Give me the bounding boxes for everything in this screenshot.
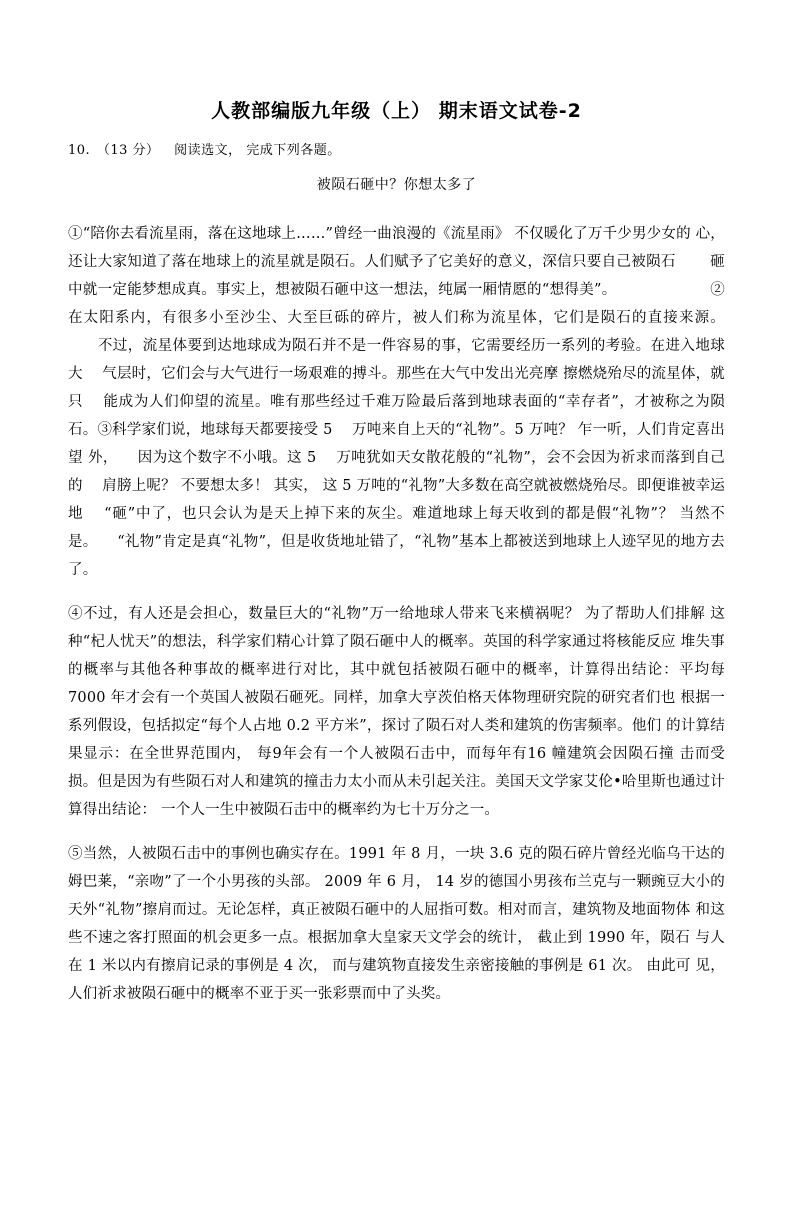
paragraph: ①“陪你去看流星雨，落在这地球上……”曾经一曲浪漫的《流星雨》 不仅暖化了万千少男少女的 心，还让大家知道了落在地球上的流星就是陨石。人们赋予了它美好的意义，深信只要自己被陨石 砸中就一定能梦想成真。事实上，想被陨石砸中这一想法，纯属一厢情愿的“想得美”。 ②在太阳系内，有很多小至沙尘、大至巨砾的碎片，被人们称为流星体，它们是陨石的直接来源。 不过，流星体要到达地球成为陨石并不是一件容易的事，它需要经历一系列的考验。在进入地球大 气层时，它们会与大气进行一场艰难的搏斗。那些在大气中发出光亮摩 擦燃烧殆尽的流星体，就只 能成为人们仰望的流星。唯有那些经过千难万险最后落到地球表面的“幸存者”，才被称之为陨石。③科学家们说，地球每天都要接受 5 万吨来自上天的“礼物”。5 万吨？ 乍一听，人们肯定喜出望 外， 因为这个数字不小哦。这 5 万吨犹如天女散花般的“礼物”，会不会因为祈求而落到自己的 肩膀上呢？ 不要想太多！ 其实， 这 5 万吨的“礼物”大多数在高空就被燃烧殆尽。即便谁被幸运地 “砸”中了，也只会认为是天上掉下来的灰尘。难道地球上每天收到的都是假“礼物”？ 当然不是。 “礼物”肯定是真“礼物”，但是收货地址错了，“礼物”基本上都被送到地球上人迹罕见的地方去 了。: [68, 226, 725, 578]
question-score: （13 分）: [96, 143, 160, 158]
question-instruction: 阅读选文， 完成下列各题。: [174, 143, 341, 158]
page-title: 人教部编版九年级（上） 期末语文试卷-2: [211, 100, 582, 122]
document-page: [0, 96, 793, 1218]
article-body: [68, 220, 725, 1008]
paragraph: ⑤当然，人被陨石击中的事例也确实存在。1991 年 8 月，一块 3.6 克的陨石碎片曾经光临乌干达的 姆巴莱，“亲吻”了一个小男孩的头部。 2009 年 6 月， 14 岁的德国小男孩布兰克与一颗豌豆大小的 天外“礼物”擦肩而过。无论怎样，真正被陨石砸中的人屈指可数。相对而言，建筑物及地面物体 和这些不速之客打照面的机会更多一点。根据加拿大皇家天文学会的统计， 截止到 1990 年，陨石 与人在 1 米以内有擦肩记录的事例是 4 次， 而与建筑物直接发生亲密接触的事例是 61 次。 由此可 见，人们祈求被陨石砸中的概率不亚于买一张彩票而中了头奖。: [68, 846, 725, 1002]
article-title: 被陨石砸中？你想太多了: [316, 177, 477, 193]
question-number: 10.: [68, 143, 91, 158]
question-header: [68, 139, 725, 158]
paragraph: ④不过，有人还是会担心，数量巨大的“礼物”万一给地球人带来飞来横祸呢？ 为了帮助人们排解 这种“杞人忧天”的想法，科学家们精心计算了陨石砸中人的概率。英国的科学家通过将核能反应 堆失事的概率与其他各种事故的概率进行对比，其中就包括被陨石砸中的概率，计算得出结论：平均每 7000 年才会有一个英国人被陨石砸死。同样，加拿大亨茨伯格天体物理研究院的研究者们也 根据一系列假设，包括拟定“每个人占地 0.2 平方米”，探讨了陨石对人类和建筑的伤害频率。他们 的计算结果显示：在全世界范围内， 每9年会有一个人被陨石击中，而每年有16 幢建筑会因陨石撞 击而受损。但是因为有些陨石对人和建筑的撞击力太小而从未引起关注。美国天文学家艾伦•哈里斯也通过计算得出结论： 一个人一生中被陨石击中的概率约为七十万分之一。: [68, 606, 725, 818]
